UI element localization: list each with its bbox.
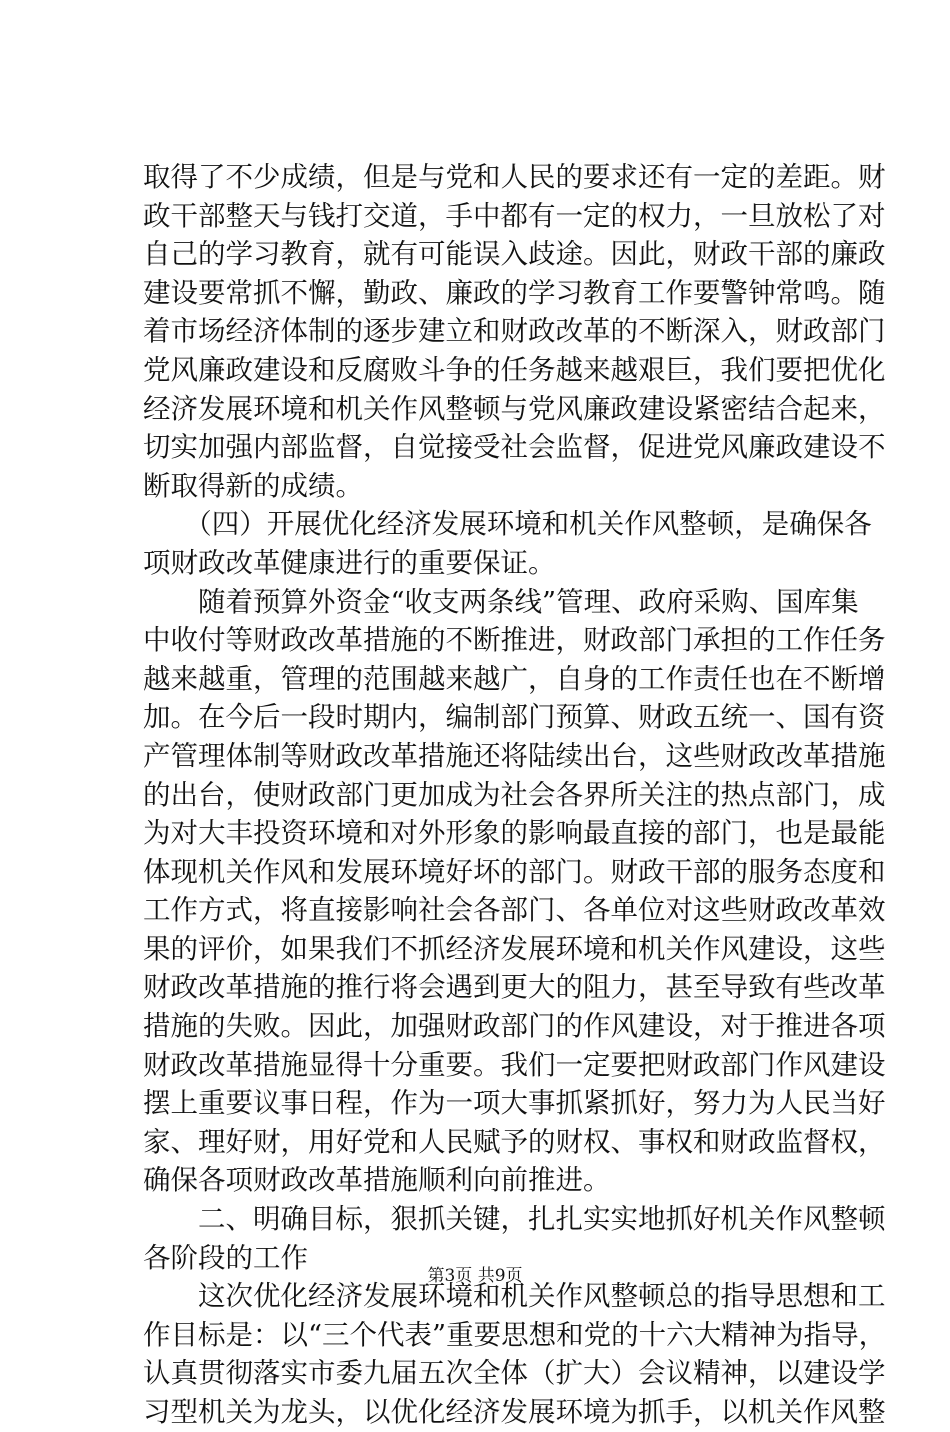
text-line: 着市场经济体制的逐步建立和财政改革的不断深入，财政部门 xyxy=(143,315,886,348)
text-line: 中收付等财政改革措施的不断推进，财政部门承担的工作任务 xyxy=(143,624,886,657)
text-line: 习型机关为龙头，以优化经济发展环境为抓手，以机关作风整 xyxy=(143,1396,886,1428)
text-line: 加。在今后一段时期内，编制部门预算、财政五统一、国有资 xyxy=(143,701,886,734)
text-line: 建设要常抓不懈，勤政、廉政的学习教育工作要警钟常鸣。随 xyxy=(143,276,886,309)
text-line: 家、理好财，用好党和人民赋予的财权、事权和财政监督权， xyxy=(143,1125,886,1158)
text-line: 党风廉政建设和反腐败斗争的任务越来越艰巨，我们要把优化 xyxy=(143,353,886,386)
text-line: 断取得新的成绩。 xyxy=(143,469,363,502)
text-line: 确保各项财政改革措施顺利向前推进。 xyxy=(143,1164,611,1197)
text-line: 随着预算外资金“收支两条线”管理、政府采购、国库集 xyxy=(143,585,859,618)
text-line: 政干部整天与钱打交道，手中都有一定的权力，一旦放松了对 xyxy=(143,199,886,232)
text-line: 作目标是：以“三个代表”重要思想和党的十六大精神为指导， xyxy=(143,1318,887,1351)
text-line: 切实加强内部监督，自觉接受社会监督，促进党风廉政建设不 xyxy=(143,431,886,464)
text-line: 这次优化经济发展环境和机关作风整顿总的指导思想和工 xyxy=(143,1280,886,1313)
text-line: 果的评价，如果我们不抓经济发展环境和机关作风建设，这些 xyxy=(143,932,886,965)
text-line: 取得了不少成绩，但是与党和人民的要求还有一定的差距。财 xyxy=(143,161,886,193)
document-body xyxy=(143,158,887,1432)
page-footer: 第3页 共9页 xyxy=(427,1266,523,1286)
section-heading-line: 各阶段的工作 xyxy=(143,1241,308,1274)
text-line: 体现机关作风和发展环境好坏的部门。财政干部的服务态度和 xyxy=(143,855,886,888)
text-line: 为对大丰投资环境和对外形象的影响最直接的部门，也是最能 xyxy=(143,817,886,850)
text-line: 越来越重，管理的范围越来越广，自身的工作责任也在不断增 xyxy=(143,662,886,695)
text-line: 工作方式，将直接影响社会各部门、各单位对这些财政改革效 xyxy=(143,894,886,927)
text-line: 措施的失败。因此，加强财政部门的作风建设，对于推进各项 xyxy=(143,1010,886,1043)
text-line: 财政改革措施的推行将会遇到更大的阻力，甚至导致有些改革 xyxy=(143,971,886,1004)
text-line: 产管理体制等财政改革措施还将陆续出台，这些财政改革措施 xyxy=(143,739,886,772)
text-line: 的出台，使财政部门更加成为社会各界所关注的热点部门，成 xyxy=(143,778,886,811)
text-line: （四）开展优化经济发展环境和机关作风整顿，是确保各 xyxy=(143,508,872,541)
text-line: 财政改革措施显得十分重要。我们一定要把财政部门作风建设 xyxy=(143,1048,886,1081)
text-line: 自己的学习教育，就有可能误入歧途。因此，财政干部的廉政 xyxy=(143,238,886,271)
text-line: 项财政改革健康进行的重要保证。 xyxy=(143,546,556,579)
section-heading-line: 二、明确目标，狠抓关键，扎扎实实地抓好机关作风整顿 xyxy=(143,1203,886,1236)
text-line: 经济发展环境和机关作风整顿与党风廉政建设紧密结合起来， xyxy=(143,392,886,425)
text-line: 认真贯彻落实市委九届五次全体（扩大）会议精神，以建设学 xyxy=(143,1357,886,1390)
text-line: 摆上重要议事日程，作为一项大事抓紧抓好，努力为人民当好 xyxy=(143,1087,886,1120)
